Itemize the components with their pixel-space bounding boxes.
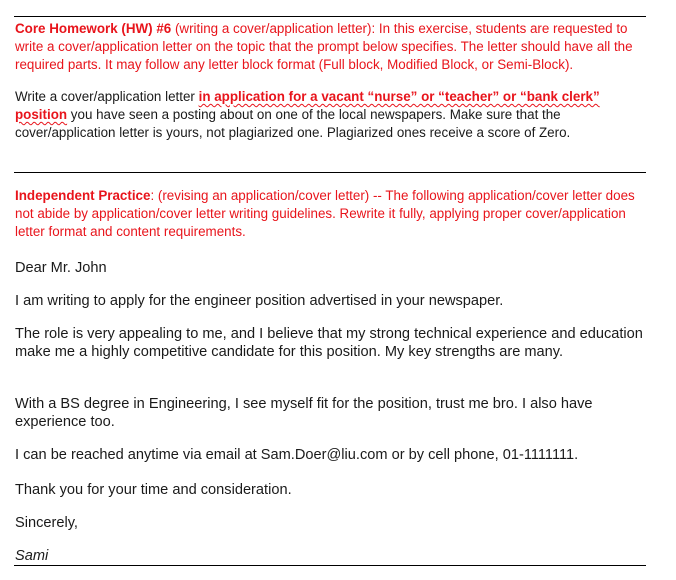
prompt-emphasis: in application for a vacant “nurse” or “teacher” or “bank clerk” position <box>15 89 600 123</box>
letter-paragraph-1: I am writing to apply for the engineer position advertised in your newspaper. <box>15 293 504 309</box>
core-homework-prompt <box>15 88 655 143</box>
independent-practice-instructions <box>15 187 655 242</box>
prompt-end: you have seen a posting about on one of the local newspapers. Make sure that the cover/application letter is yours, not plagiarized one. Plagiarized ones receive a score of Zero. <box>15 107 571 141</box>
core-homework-heading: Core Homework (HW) #6 <box>15 21 172 36</box>
letter-paragraph-2: The role is very appealing to me, and I believe that my strong technical experience and education make me a highly competitive candidate for this position. My key strengths are many. <box>15 326 643 361</box>
letter-paragraph-3: With a BS degree in Engineering, I see myself fit for the position, trust me bro. I also have experience too. <box>15 396 593 431</box>
bottom-rule <box>14 565 646 566</box>
letter-paragraph-4: I can be reached anytime via email at Sam.Doer@liu.com or by cell phone, 01-1111111. <box>15 447 579 463</box>
top-rule <box>14 16 646 17</box>
independent-practice-intro: : (revising an application/cover letter) -- The following application/cover letter does not abide by application/cover letter writing guidelines. Rewrite it fully, applying proper cover/application letter format and content requirements. <box>15 188 635 240</box>
letter-salutation: Dear Mr. John <box>15 260 107 276</box>
letter-paragraph-5: Thank you for your time and consideration. <box>15 482 292 498</box>
core-homework-intro: (writing a cover/application letter): In this exercise, students are requested to write a cover/application letter on the topic that the prompt below specifies. The letter should have all the required parts. It may follow any letter block format (Full block, Modified Block, or Semi-Block). <box>15 21 633 73</box>
prompt-start: Write a cover/application letter <box>15 89 199 104</box>
letter-signature: Sami <box>15 548 49 564</box>
letter-closing: Sincerely, <box>15 515 78 531</box>
section-divider <box>14 172 646 173</box>
core-homework-instructions <box>15 20 655 75</box>
independent-practice-heading: Independent Practice <box>15 188 151 203</box>
